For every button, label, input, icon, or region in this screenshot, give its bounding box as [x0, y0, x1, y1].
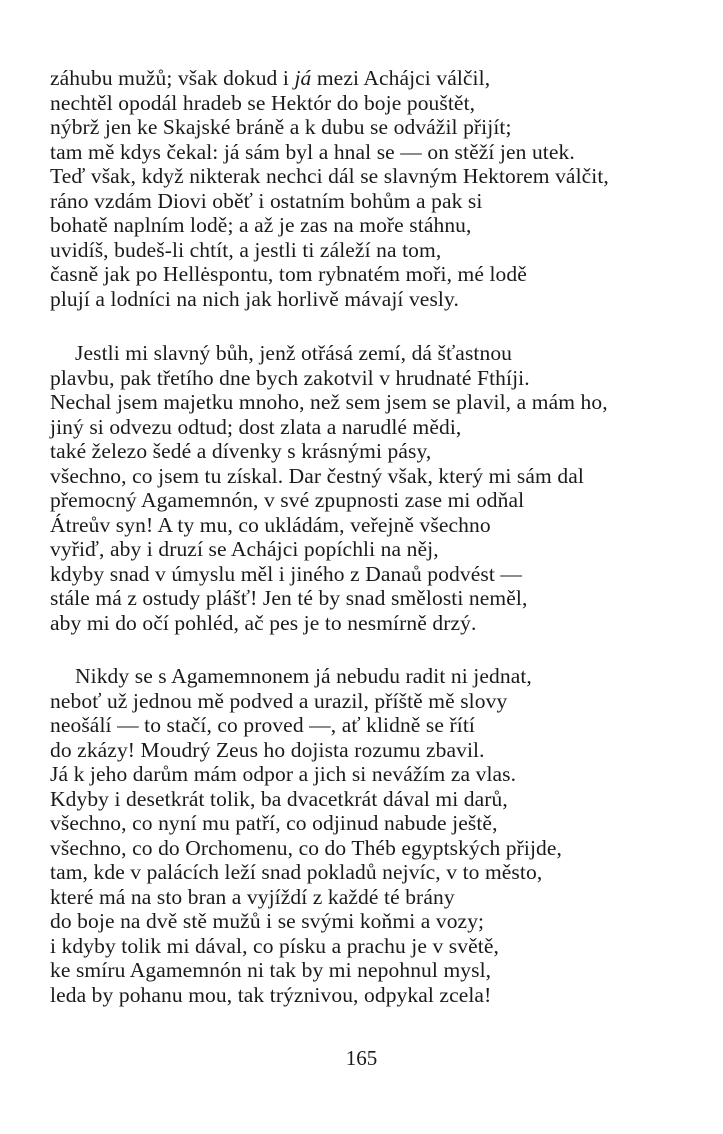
verse-text: záhubu mužů; však dokud i: [50, 66, 295, 90]
verse-text: mezi Achájci válčil,: [311, 66, 491, 90]
verse-line: ke smíru Agamemnón ni tak by mi nepohnul mysl,: [50, 958, 492, 982]
verse-line: do zkázy! Moudrý Zeus ho dojista rozumu zbavil.: [50, 737, 485, 762]
verse-line: vyřiď, aby i druzí se Achájci popíchli na něj,: [50, 537, 439, 561]
verse-line: leda by pohanu mou, tak trýznivou, odpykal zcela!: [50, 982, 492, 1007]
page-number: 165: [345, 1046, 378, 1070]
verse-line: uvidíš, budeš-li chtít, a jestli ti záleží na tom,: [50, 237, 442, 262]
page-text: [50, 66, 710, 1007]
verse-line: Kdyby i desetkrát tolik, ba dvacetkrát dával mi darů,: [50, 786, 508, 811]
verse-line: všechno, co nyní mu patří, co odjinud nabude ještě,: [50, 811, 498, 835]
verse-line: jiný si odvezu odtud; dost zlata a narudlé mědi,: [50, 414, 462, 439]
verse-line: nechtěl opodál hradeb se Hektór do boje pouštět,: [50, 90, 476, 115]
verse-line: Nikdy se s Agamemnonem já nebudu radit ni jednat,: [75, 664, 532, 688]
verse-line: [50, 66, 710, 91]
verse-line: které má na sto bran a vyjíždí z každé té brány: [50, 884, 455, 909]
verse-line: ráno vzdám Diovi oběť i ostatním bohům a pak si: [50, 188, 483, 213]
verse-line: neošálí — to stačí, co proved —, ať klidně se řítí: [50, 713, 475, 737]
verse-line: bohatě naplním lodě; a až je zas na moře stáhnu,: [50, 213, 472, 237]
stanza-1: [50, 66, 710, 311]
verse-line: všechno, co do Orchomenu, co do Théb egyptských přijde,: [50, 835, 563, 860]
verse-line: Átreův syn! A ty mu, co ukládám, veřejně všechno: [50, 512, 491, 537]
verse-line: nýbrž jen ke Skajské bráně a k dubu se odvážil přijít;: [50, 115, 512, 139]
verse-line: neboť už jednou mě podved a urazil, příště mě slovy: [50, 688, 508, 713]
verse-line: časně jak po Hellėspontu, tom rybnatém moři, mé lodě: [50, 262, 527, 286]
verse-line: plují a lodníci na nich jak horlivě mávají vesly.: [50, 286, 459, 311]
verse-line: přemocný Agamemnón, v své zpupnosti zase mi odňal: [50, 488, 525, 512]
verse-line: plavbu, pak třetího dne bych zakotvil v hrudnaté Fthíji.: [50, 365, 530, 390]
verse-line: Nechal jsem majetku mnoho, než sem jsem se plavil, a mám ho,: [50, 390, 608, 414]
verse-line: také železo šedé a dívenky s krásnými pásy,: [50, 439, 432, 463]
verse-line: i kdyby tolik mi dával, co písku a prachu je v světě,: [50, 933, 499, 958]
stanza-2: [50, 341, 608, 635]
stanza-3: [50, 664, 562, 1007]
verse-line: kdyby snad v úmyslu měl i jiného z Danaů podvést —: [50, 561, 522, 586]
verse-line: Teď však, když nikterak nechci dál se slavným Hektorem válčit,: [50, 164, 609, 188]
verse-line: stále má z ostudy plášť! Jen té by snad smělosti neměl,: [50, 586, 528, 610]
verse-line: tam mě kdys čekal: já sám byl a hnal se — on stěží jen utek.: [50, 139, 575, 164]
verse-line: všechno, co jsem tu získal. Dar čestný však, který mi sám dal: [50, 463, 584, 488]
verse-line: Jestli mi slavný bůh, jenž otřásá zemí, dá šťastnou: [75, 341, 513, 365]
verse-line: aby mi do očí pohléd, ač pes je to nesmírně drzý.: [50, 610, 477, 635]
verse-line: do boje na dvě stě mužů i se svými koňmi a vozy;: [50, 909, 485, 933]
verse-line: tam, kde v palácích leží snad pokladů nejvíc, v to město,: [50, 860, 543, 884]
verse-line: Já k jeho darům mám odpor a jich si nevážím za vlas.: [50, 762, 517, 786]
verse-italic-text: já: [294, 66, 312, 90]
